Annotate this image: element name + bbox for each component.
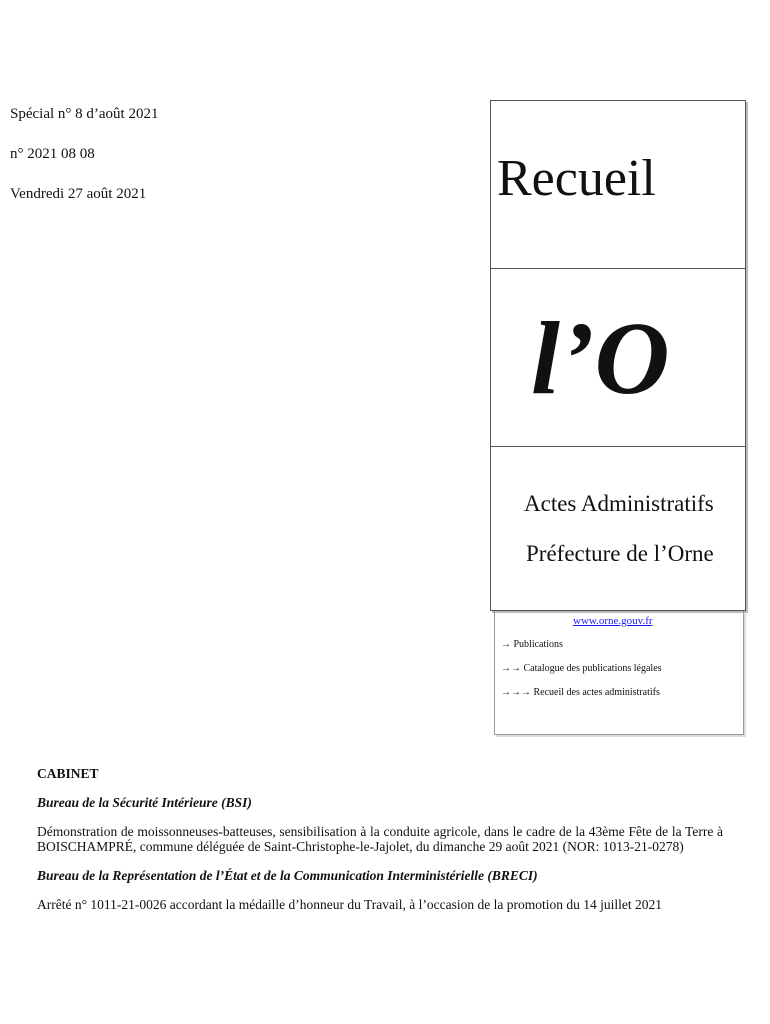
title-box — [490, 100, 746, 611]
special-issue-label: Spécial n° 8 d’août 2021 — [10, 106, 159, 122]
bureau-heading-bsi: Bureau de la Sécurité Intérieure (BSI) — [37, 795, 252, 810]
bureau-heading-breci: Bureau de la Représentation de l’État et de la Communication Interministérielle (BRECI) — [37, 868, 538, 883]
issue-date: Vendredi 27 août 2021 — [10, 186, 147, 202]
bsi-act-entry: Démonstration de moissonneuses-batteuses, sensibilisation à la conduite agricole, dans le cadre de la 43ème Fête de la Terre à BOISCHAMPRÉ, commune déléguée de Saint-Christophe-le-Jajolet, du dimanche 29 août 2021 (NOR: 1013-21-0278) — [37, 824, 723, 854]
section-heading-cabinet: CABINET — [37, 766, 99, 781]
recueil-title: Recueil — [497, 150, 656, 207]
issue-number: n° 2021 08 08 — [10, 146, 95, 162]
title-section-prefecture — [491, 447, 745, 612]
breci-act-entry: Arrêté n° 1011-21-0026 accordant la médaille d’honneur du Travail, à l’occasion de la promotion du 14 juillet 2021 — [37, 897, 662, 912]
title-section-logo — [491, 269, 745, 447]
publications-path-item: → Publications — [501, 639, 563, 650]
recueil-path-item: →→→ Recueil des actes administratifs — [501, 687, 660, 698]
prefecture-label: Préfecture de l’Orne — [526, 541, 714, 566]
actes-administratifs-label: Actes Administratifs — [524, 491, 714, 516]
publication-links-box — [494, 611, 744, 735]
website-link[interactable]: www.orne.gouv.fr — [573, 615, 653, 627]
orne-logo-text: l’O — [531, 301, 670, 416]
catalogue-path-item: →→ Catalogue des publications légales — [501, 663, 662, 674]
title-section-recueil — [491, 101, 745, 269]
contents-section — [37, 766, 723, 926]
